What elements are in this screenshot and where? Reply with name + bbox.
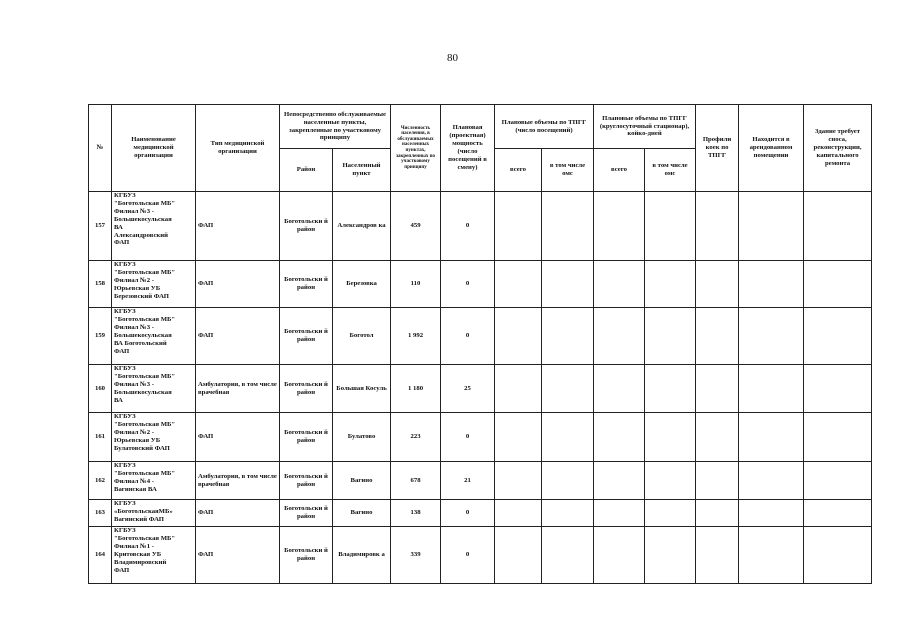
org-name-line: Вагинская ВА [114, 485, 157, 493]
header-district: Район [280, 149, 333, 192]
org-name-line: "Боготольская МБ" [114, 315, 176, 323]
stac-total-cell [594, 462, 645, 500]
rented-cell [739, 500, 804, 527]
med-type-cell: ФАП [196, 261, 280, 308]
org-name-line: "Боготольская МБ" [114, 420, 176, 428]
capacity-cell: 0 [441, 308, 495, 365]
settlement-cell: Боготол [333, 308, 391, 365]
header-org-name: Наименование медицинской организации [112, 105, 196, 192]
ppgt-oms-cell [542, 192, 594, 261]
ppgt-oms-cell [542, 308, 594, 365]
org-name-line: Булатовский ФАП [114, 444, 170, 452]
med-type-cell: ФАП [196, 500, 280, 527]
medical-organizations-table [88, 104, 872, 584]
org-name-cell [112, 462, 196, 500]
org-name-line: Филиал №3 - [114, 323, 154, 331]
table-row [89, 261, 872, 308]
building-cell [804, 462, 872, 500]
header-served-group: Непосредственно обслуживаемые населенные пункты, закрепленные по участковому принципу [280, 105, 391, 149]
org-name-line: Вагинский ФАП [114, 515, 164, 523]
bed-profile-cell [696, 261, 739, 308]
district-cell: Боготольски й район [280, 308, 333, 365]
header-rented: Находится в арендованном помещении [739, 105, 804, 192]
ppgt-oms-cell [542, 462, 594, 500]
rented-cell [739, 527, 804, 584]
stac-total-cell [594, 527, 645, 584]
stac-oms-cell [645, 500, 696, 527]
stac-oms-cell [645, 365, 696, 413]
stac-total-cell [594, 413, 645, 462]
org-name-line: Большекосульская [114, 215, 172, 223]
stac-oms-cell [645, 261, 696, 308]
header-capacity: Плановая (проектная) мощность (число посещений в смену) [441, 105, 495, 192]
ppgt-total-cell [495, 527, 542, 584]
page-number: 80 [447, 52, 458, 64]
org-name-line: "Боготольская МБ" [114, 469, 176, 477]
header-ppgt-oms: в том числе омс [542, 149, 594, 192]
ppgt-total-cell [495, 192, 542, 261]
district-cell: Боготольски й район [280, 413, 333, 462]
bed-profile-cell [696, 527, 739, 584]
table-row [89, 527, 872, 584]
capacity-cell: 0 [441, 413, 495, 462]
org-name-line: «БоготольскаяМБ» [114, 507, 173, 515]
row-number: 162 [89, 462, 112, 500]
ppgt-oms-cell [542, 365, 594, 413]
org-name-cell [112, 365, 196, 413]
row-number: 160 [89, 365, 112, 413]
org-name-cell [112, 192, 196, 261]
building-cell [804, 261, 872, 308]
bed-profile-cell [696, 500, 739, 527]
capacity-cell: 0 [441, 500, 495, 527]
district-cell: Боготольски й район [280, 527, 333, 584]
med-type-cell: ФАП [196, 413, 280, 462]
header-settlement: Населенный пункт [333, 149, 391, 192]
building-cell [804, 308, 872, 365]
population-cell: 1 180 [391, 365, 441, 413]
population-cell: 678 [391, 462, 441, 500]
bed-profile-cell [696, 462, 739, 500]
org-name-line: КГБУЗ [114, 261, 136, 268]
ppgt-oms-cell [542, 500, 594, 527]
med-type-cell: ФАП [196, 192, 280, 261]
stac-total-cell [594, 365, 645, 413]
population-cell: 110 [391, 261, 441, 308]
org-name-line: ФАП [114, 239, 130, 247]
settlement-cell: Вагино [333, 462, 391, 500]
med-type-cell: Амбулатория, в том числе врачебная [196, 365, 280, 413]
district-cell: Боготольски й район [280, 192, 333, 261]
rented-cell [739, 365, 804, 413]
stac-oms-cell [645, 192, 696, 261]
org-name-line: Критовская УБ [114, 550, 162, 558]
ppgt-total-cell [495, 261, 542, 308]
population-cell: 138 [391, 500, 441, 527]
building-cell [804, 192, 872, 261]
settlement-cell: Владимировк а [333, 527, 391, 584]
row-number: 159 [89, 308, 112, 365]
table-row [89, 413, 872, 462]
ppgt-oms-cell [542, 413, 594, 462]
capacity-cell: 0 [441, 527, 495, 584]
org-name-line: ВА [114, 396, 123, 404]
org-name-cell [112, 261, 196, 308]
row-number: 164 [89, 527, 112, 584]
org-name-line: "Боготольская МБ" [114, 372, 176, 380]
stac-oms-cell [645, 308, 696, 365]
row-number: 161 [89, 413, 112, 462]
org-name-line: ВА [114, 223, 123, 231]
district-cell: Боготольски й район [280, 261, 333, 308]
stac-oms-cell [645, 527, 696, 584]
bed-profile-cell [696, 308, 739, 365]
org-name-line: ВА Боготольский [114, 339, 167, 347]
org-name-cell [112, 527, 196, 584]
row-number: 158 [89, 261, 112, 308]
org-name-line: КГБУЗ [114, 500, 136, 507]
ppgt-total-cell [495, 462, 542, 500]
capacity-cell: 25 [441, 365, 495, 413]
org-name-line: "Боготольская МБ" [114, 534, 176, 542]
table-body [89, 192, 872, 584]
settlement-cell: Вагино [333, 500, 391, 527]
table-row [89, 192, 872, 261]
header-bed-profile: Профили коек по ТПГГ [696, 105, 739, 192]
population-cell: 223 [391, 413, 441, 462]
header-row-top [89, 105, 872, 149]
org-name-line: Филиал №2 - [114, 276, 154, 284]
stac-oms-cell [645, 413, 696, 462]
population-cell: 1 992 [391, 308, 441, 365]
med-type-cell: Амбулатория, в том числе врачебная [196, 462, 280, 500]
stac-total-cell [594, 192, 645, 261]
org-name-line: ФАП [114, 566, 130, 574]
ppgt-oms-cell [542, 261, 594, 308]
stac-total-cell [594, 500, 645, 527]
ppgt-total-cell [495, 500, 542, 527]
org-name-line: Филиал №2 - [114, 428, 154, 436]
district-cell: Боготольски й район [280, 462, 333, 500]
table-row [89, 308, 872, 365]
org-name-line: "Боготольская МБ" [114, 199, 176, 207]
rented-cell [739, 308, 804, 365]
bed-profile-cell [696, 192, 739, 261]
district-cell: Боготольски й район [280, 500, 333, 527]
table-row [89, 462, 872, 500]
header-med-type: Тип медицинской организации [196, 105, 280, 192]
org-name-line: Березовский ФАП [114, 292, 169, 300]
org-name-line: Юрьевская УБ [114, 436, 161, 444]
med-type-cell: ФАП [196, 308, 280, 365]
table-row [89, 500, 872, 527]
settlement-cell: Большая Косуль [333, 365, 391, 413]
district-cell: Боготольски й район [280, 365, 333, 413]
org-name-cell [112, 413, 196, 462]
population-cell: 459 [391, 192, 441, 261]
org-name-line: Юрьевская УБ [114, 284, 161, 292]
org-name-line: Владимировский [114, 558, 167, 566]
ppgt-total-cell [495, 365, 542, 413]
ppgt-oms-cell [542, 527, 594, 584]
header-ppgt-total: всего [495, 149, 542, 192]
building-cell [804, 365, 872, 413]
rented-cell [739, 192, 804, 261]
org-name-line: КГБУЗ [114, 413, 136, 420]
header-volume-stac: Плановые объемы по ТПГГ (круглосуточный стационар), койко-дней [594, 105, 696, 149]
settlement-cell: Березовка [333, 261, 391, 308]
header-building: Здание требует сноса, реконструкции, капитального ремонта [804, 105, 872, 192]
building-cell [804, 413, 872, 462]
org-name-line: Филиал №1 - [114, 542, 154, 550]
stac-total-cell [594, 261, 645, 308]
capacity-cell: 0 [441, 192, 495, 261]
org-name-cell [112, 500, 196, 527]
org-name-line: Филиал №3 - [114, 207, 154, 215]
table-row [89, 365, 872, 413]
rented-cell [739, 462, 804, 500]
stac-oms-cell [645, 462, 696, 500]
population-cell: 339 [391, 527, 441, 584]
row-number: 163 [89, 500, 112, 527]
capacity-cell: 0 [441, 261, 495, 308]
settlement-cell: Александров ка [333, 192, 391, 261]
org-name-line: КГБУЗ [114, 192, 136, 199]
org-name-line: Филиал №3 - [114, 380, 154, 388]
org-name-line: Филиал №4 - [114, 477, 154, 485]
bed-profile-cell [696, 365, 739, 413]
rented-cell [739, 261, 804, 308]
org-name-line: ФАП [114, 347, 130, 355]
stac-total-cell [594, 308, 645, 365]
header-stac-total: всего [594, 149, 645, 192]
org-name-line: КГБУЗ [114, 365, 136, 372]
org-name-cell [112, 308, 196, 365]
header-volume-ppgt: Плановые объемы по ТПГГ (число посещений) [495, 105, 594, 149]
rented-cell [739, 413, 804, 462]
org-name-line: КГБУЗ [114, 308, 136, 315]
org-name-line: Большекосульская [114, 388, 172, 396]
header-population: Численность населения, в обслуживаемых населенных пунктах, закрепленных по участковому принципу [391, 105, 441, 192]
org-name-line: Александровский [114, 231, 168, 239]
building-cell [804, 527, 872, 584]
settlement-cell: Булатово [333, 413, 391, 462]
org-name-line: КГБУЗ [114, 527, 136, 534]
bed-profile-cell [696, 413, 739, 462]
org-name-line: КГБУЗ [114, 462, 136, 469]
ppgt-total-cell [495, 308, 542, 365]
org-name-line: Большекосульская [114, 331, 172, 339]
capacity-cell: 21 [441, 462, 495, 500]
med-type-cell: ФАП [196, 527, 280, 584]
org-name-line: "Боготольская МБ" [114, 268, 176, 276]
header-num: № [89, 105, 112, 192]
building-cell [804, 500, 872, 527]
row-number: 157 [89, 192, 112, 261]
ppgt-total-cell [495, 413, 542, 462]
header-stac-oms: в том числе омс [645, 149, 696, 192]
